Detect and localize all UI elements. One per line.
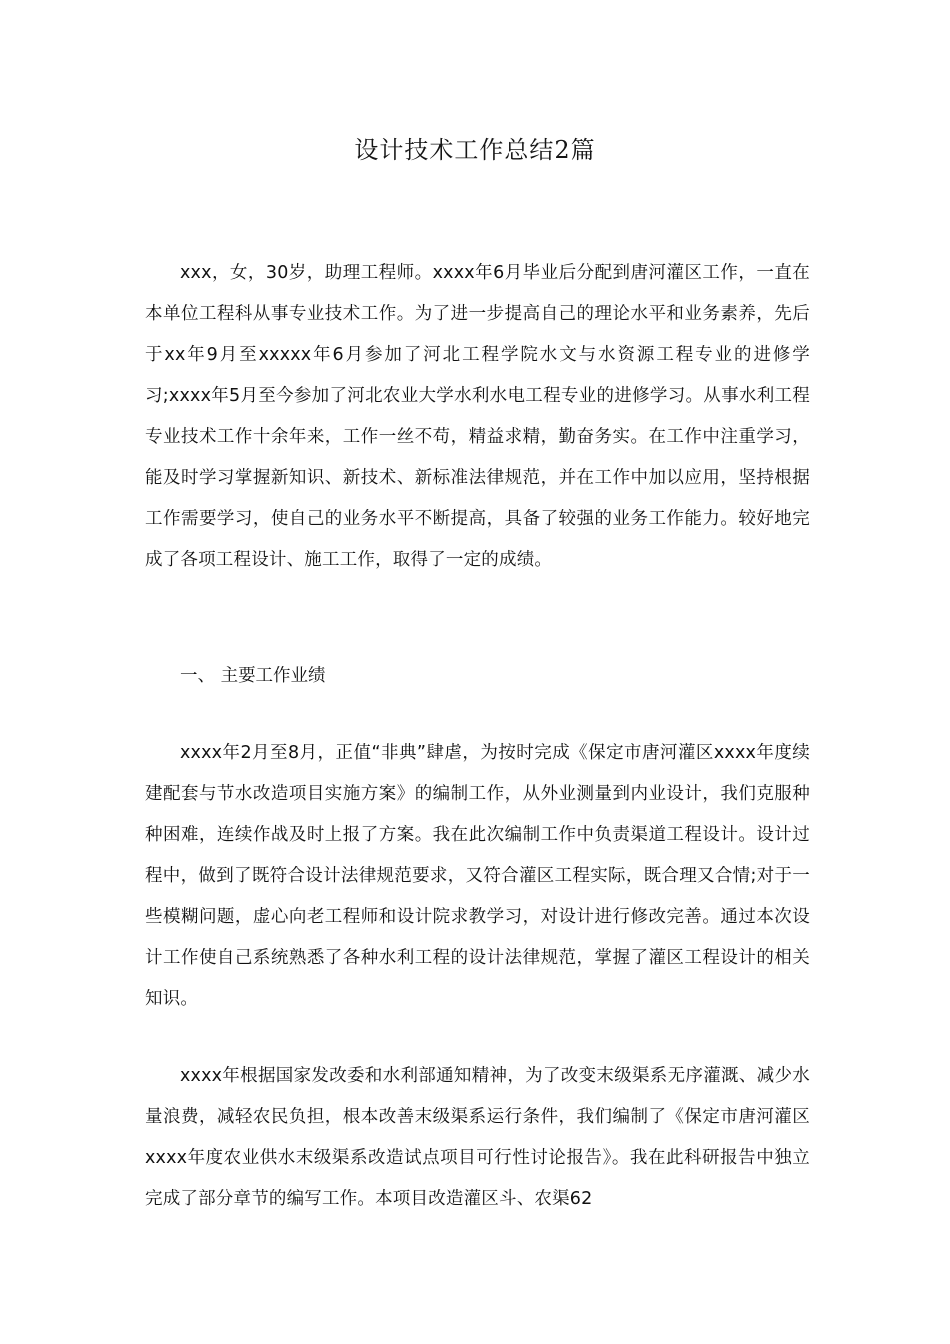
document-title: 设计技术工作总结2篇 bbox=[354, 136, 596, 164]
section-heading: 一、 主要工作业绩 bbox=[180, 666, 326, 686]
achievement-paragraph-1: xxxx年2月至8月，正值“非典”肆虐，为按时完成《保定市唐河灌区xxxx年度续建配套与节水改造项目实施方案》的编制工作，从外业测量到内业设计，我们克服种种困难，连续作战及时上报了方案。我在此次编制工作中负责渠道工程设计。设计过程中，做到了既符合设计法律规范要求，又符合灌区工程实际，既合理又合情;对于一些模糊问题，虚心向老工程师和设计院求教学习，对设计进行修改完善。通过本次设计工作使自己系统熟悉了各种水利工程的设计法律规范，掌握了灌区工程设计的相关知识。 bbox=[145, 743, 810, 1009]
achievement-paragraph-2: xxxx年根据国家发改委和水利部通知精神，为了改变末级渠系无序灌溉、减少水量浪费，减轻农民负担，根本改善末级渠系运行条件，我们编制了《保定市唐河灌区xxxx年度农业供水末级渠系改造试点项目可行性讨论报告》。我在此科研报告中独立完成了部分章节的编写工作。本项目改造灌区斗、农渠62 bbox=[145, 1066, 810, 1209]
intro-paragraph: xxx，女，30岁，助理工程师。xxxx年6月毕业后分配到唐河灌区工作，一直在本单位工程科从事专业技术工作。为了进一步提高自己的理论水平和业务素养，先后于xx年9月至xxxxx年6月参加了河北工程学院水文与水资源工程专业的进修学习;xxxx年5月至今参加了河北农业大学水利水电工程专业的进修学习。从事水利工程专业技术工作十余年来，工作一丝不苟，精益求精，勤奋务实。在工作中注重学习，能及时学习掌握新知识、新技术、新标准法律规范，并在工作中加以应用，坚持根据工作需要学习，使自己的业务水平不断提高，具备了较强的业务工作能力。较好地完成了各项工程设计、施工工作，取得了一定的成绩。 bbox=[145, 263, 810, 570]
